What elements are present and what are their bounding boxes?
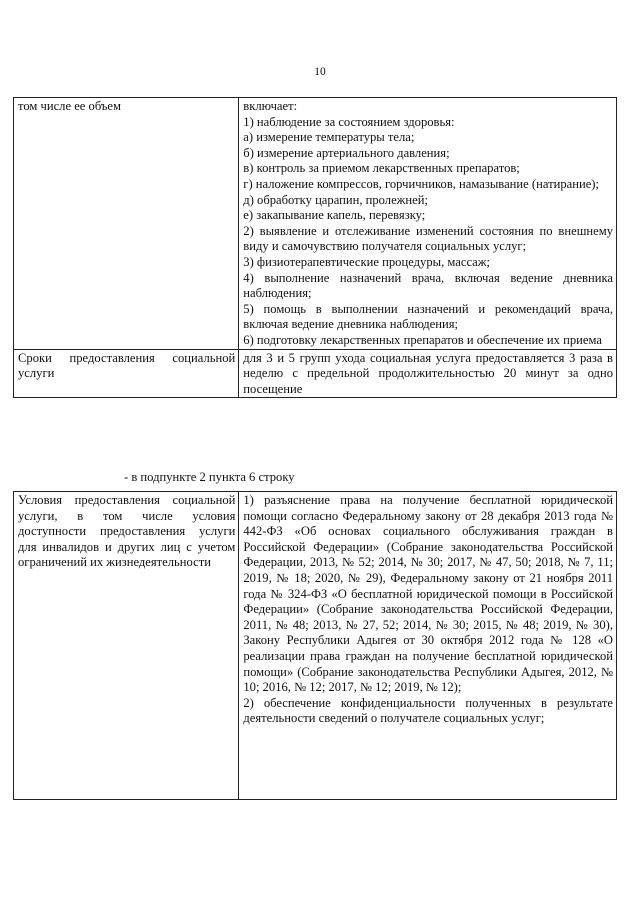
content-line: 1) разъяснение права на получение бесплатной юридической помощи согласно Федеральному закону от 28 декабря 2013 года № 442-ФЗ «Об основах социального обслуживания граждан в Российской Федерации» (Собрание законодательства Российской Федерации, 2013, № 52; 2014, № 30; 2017, № 47, 50; 2018, № 7, 11; 2019, № 18; 2020, № 29), Федеральному закону от 21 ноября 2011 года № 324-ФЗ «О бесплатной юридической помощи в Российской Федерации» (Собрание законодательства Российской Федерации, 2011, № 48; 2013, № 27, 52; 2014, № 30; 2015, № 48; 2019, № 30), Закону Республики Адыгея от 30 октября 2012 года № 128 «О реализации права граждан на получение бесплатной юридической помощи» (Собрание законодательства Республики Адыгея, 2012, № 10; 2016, № 12; 2017, № 12; 2019, № 12); <box>243 493 613 695</box>
table-row <box>14 492 617 800</box>
content-line: в) контроль за приемом лекарственных препаратов; <box>243 161 520 176</box>
label-line: том числе ее объем <box>18 99 121 113</box>
content-line: е) закапывание капель, перевязку; <box>243 208 426 223</box>
row-content-volume <box>239 98 617 350</box>
label-line: Условия предоставления социальной услуги, в том числе условия доступности предоставления услуги для инвалидов и других лиц с учетом ограничений их жизнедеятельности <box>18 493 236 570</box>
page-number: 10 <box>314 66 326 78</box>
label-line: Сроки предоставления социальной услуги <box>18 350 236 381</box>
content-line: для 3 и 5 групп ухода социальная услуга предоставляется 3 раза в неделю с предельной продолжительностью 20 минут за одно посещение <box>243 350 613 396</box>
content-line: д) обработку царапин, пролежней; <box>243 192 428 207</box>
table-row <box>14 349 617 398</box>
row-label-terms <box>14 349 239 398</box>
row-content-conditions <box>239 492 617 800</box>
content-line: 3) физиотерапевтические процедуры, массаж; <box>243 254 490 269</box>
content-line: г) наложение компрессов, горчичников, намазывание (натирание); <box>243 176 599 191</box>
amendment-note: - в подпункте 2 пункта 6 строку <box>124 470 295 484</box>
content-line: включает: <box>243 99 298 113</box>
row-label-volume <box>14 98 239 350</box>
row-content-terms <box>239 349 617 398</box>
content-line: 5) помощь в выполнении назначений и рекомендаций врача, включая ведение дневника наблюдения; <box>243 301 613 332</box>
content-line: 4) выполнение назначений врача, включая ведение дневника наблюдения; <box>243 270 613 301</box>
content-line: 2) обеспечение конфиденциальности полученных в результате деятельности сведений о получателе социальных услуг; <box>243 695 613 726</box>
content-line: 1) наблюдение за состоянием здоровья: <box>243 114 455 129</box>
content-line: 2) выявление и отслеживание изменений состояния по внешнему виду и самочувствию получателя социальных услуг; <box>243 223 613 254</box>
row-label-conditions <box>14 492 239 800</box>
content-line: а) измерение температуры тела; <box>243 130 415 145</box>
service-table-part2 <box>13 491 617 800</box>
content-line: 6) подготовку лекарственных препаратов и обеспечение их приема <box>243 332 602 347</box>
service-table-part1 <box>13 97 617 398</box>
table-row <box>14 98 617 350</box>
content-line: б) измерение артериального давления; <box>243 145 450 160</box>
